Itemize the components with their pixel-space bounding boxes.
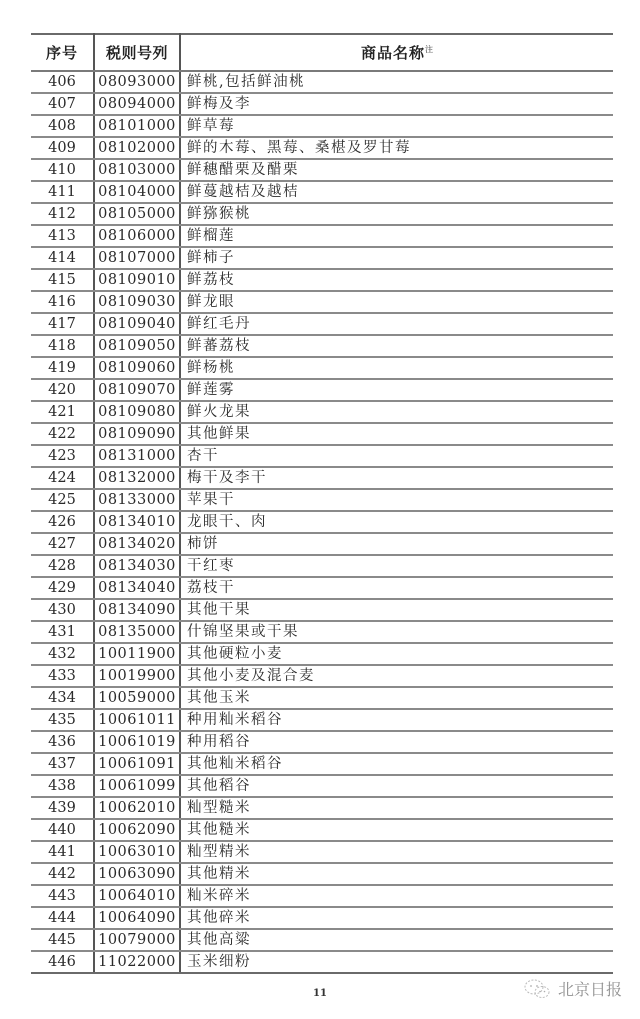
product-name-cell: 其他小麦及混合麦 — [180, 665, 613, 687]
table-row — [31, 687, 613, 709]
table-row — [31, 115, 613, 137]
seq-cell: 420 — [31, 379, 94, 401]
seq-cell: 412 — [31, 203, 94, 225]
product-name-cell: 柿饼 — [180, 533, 613, 555]
tariff-code-cell: 10019900 — [94, 665, 180, 687]
tariff-code-cell: 10061091 — [94, 753, 180, 775]
seq-cell: 445 — [31, 929, 94, 951]
tariff-code-cell: 10064010 — [94, 885, 180, 907]
watermark — [522, 977, 622, 1000]
tariff-code-cell: 10064090 — [94, 907, 180, 929]
header-name-label: 商品名称 — [360, 44, 425, 62]
header-seq: 序号 — [31, 34, 94, 71]
tariff-code-cell: 08106000 — [94, 225, 180, 247]
product-name-cell: 鲜红毛丹 — [180, 313, 613, 335]
table-row — [31, 313, 613, 335]
product-name-cell: 鲜猕猴桃 — [180, 203, 613, 225]
product-name-cell: 鲜蔓越桔及越桔 — [180, 181, 613, 203]
product-name-cell: 鲜龙眼 — [180, 291, 613, 313]
watermark-text: 北京日报 — [557, 980, 622, 999]
product-name-cell: 干红枣 — [180, 555, 613, 577]
tariff-code-cell: 08109010 — [94, 269, 180, 291]
seq-cell: 437 — [31, 753, 94, 775]
table-row — [31, 863, 613, 885]
seq-cell: 407 — [31, 93, 94, 115]
seq-cell: 428 — [31, 555, 94, 577]
header-code: 税则号列 — [94, 34, 180, 71]
seq-cell: 421 — [31, 401, 94, 423]
product-name-cell: 鲜莲雾 — [180, 379, 613, 401]
tariff-code-cell: 08105000 — [94, 203, 180, 225]
tariff-code-cell: 08135000 — [94, 621, 180, 643]
tariff-table — [31, 33, 613, 974]
tariff-code-cell: 08109050 — [94, 335, 180, 357]
tariff-code-cell: 08109070 — [94, 379, 180, 401]
table-row — [31, 533, 613, 555]
table-row — [31, 445, 613, 467]
seq-cell: 439 — [31, 797, 94, 819]
tariff-code-cell: 10061019 — [94, 731, 180, 753]
tariff-code-cell: 08134040 — [94, 577, 180, 599]
seq-cell: 443 — [31, 885, 94, 907]
product-name-cell: 籼型精米 — [180, 841, 613, 863]
seq-cell: 423 — [31, 445, 94, 467]
product-name-cell: 其他稻谷 — [180, 775, 613, 797]
product-name-cell: 鲜榴莲 — [180, 225, 613, 247]
tariff-code-cell: 08131000 — [94, 445, 180, 467]
seq-cell: 429 — [31, 577, 94, 599]
tariff-code-cell: 08134010 — [94, 511, 180, 533]
product-name-cell: 其他糙米 — [180, 819, 613, 841]
tariff-code-cell: 08109080 — [94, 401, 180, 423]
table-row — [31, 621, 613, 643]
table-row — [31, 577, 613, 599]
tariff-code-cell: 10062010 — [94, 797, 180, 819]
seq-cell: 426 — [31, 511, 94, 533]
product-name-cell: 龙眼干、肉 — [180, 511, 613, 533]
seq-cell: 438 — [31, 775, 94, 797]
table-row — [31, 665, 613, 687]
seq-cell: 442 — [31, 863, 94, 885]
product-name-cell: 其他干果 — [180, 599, 613, 621]
table-row — [31, 401, 613, 423]
table-header — [31, 34, 613, 71]
seq-cell: 434 — [31, 687, 94, 709]
tariff-code-cell: 10061099 — [94, 775, 180, 797]
seq-cell: 422 — [31, 423, 94, 445]
tariff-code-cell: 08094000 — [94, 93, 180, 115]
seq-cell: 416 — [31, 291, 94, 313]
table-row — [31, 709, 613, 731]
table-row — [31, 731, 613, 753]
seq-cell: 414 — [31, 247, 94, 269]
product-name-cell: 其他籼米稻谷 — [180, 753, 613, 775]
product-name-cell: 种用籼米稻谷 — [180, 709, 613, 731]
tariff-code-cell: 08109030 — [94, 291, 180, 313]
tariff-code-cell: 10063090 — [94, 863, 180, 885]
tariff-code-cell: 10079000 — [94, 929, 180, 951]
tariff-code-cell: 08093000 — [94, 71, 180, 93]
table-row — [31, 643, 613, 665]
product-name-cell: 鲜穗醋栗及醋栗 — [180, 159, 613, 181]
product-name-cell: 其他精米 — [180, 863, 613, 885]
product-name-cell: 其他碎米 — [180, 907, 613, 929]
tariff-code-cell: 08101000 — [94, 115, 180, 137]
tariff-code-cell: 08109060 — [94, 357, 180, 379]
product-name-cell: 鲜草莓 — [180, 115, 613, 137]
table-row — [31, 885, 613, 907]
table-row — [31, 907, 613, 929]
table-row — [31, 181, 613, 203]
product-name-cell: 鲜柿子 — [180, 247, 613, 269]
seq-cell: 444 — [31, 907, 94, 929]
product-name-cell: 种用稻谷 — [180, 731, 613, 753]
seq-cell: 435 — [31, 709, 94, 731]
tariff-code-cell: 10061011 — [94, 709, 180, 731]
product-name-cell: 什锦坚果或干果 — [180, 621, 613, 643]
seq-cell: 433 — [31, 665, 94, 687]
product-name-cell: 籼型糙米 — [180, 797, 613, 819]
seq-cell: 432 — [31, 643, 94, 665]
table-row — [31, 93, 613, 115]
seq-cell: 417 — [31, 313, 94, 335]
tariff-code-cell: 08109040 — [94, 313, 180, 335]
product-name-cell: 鲜荔枝 — [180, 269, 613, 291]
table-row — [31, 335, 613, 357]
table-row — [31, 423, 613, 445]
header-name-note: 注 — [425, 45, 433, 54]
table-row — [31, 797, 613, 819]
product-name-cell: 籼米碎米 — [180, 885, 613, 907]
seq-cell: 415 — [31, 269, 94, 291]
table-row — [31, 159, 613, 181]
product-name-cell: 荔枝干 — [180, 577, 613, 599]
product-name-cell: 玉米细粉 — [180, 951, 613, 973]
seq-cell: 441 — [31, 841, 94, 863]
tariff-code-cell: 08103000 — [94, 159, 180, 181]
table-row — [31, 269, 613, 291]
table-body — [31, 71, 613, 973]
table-row — [31, 225, 613, 247]
product-name-cell: 梅干及李干 — [180, 467, 613, 489]
seq-cell: 413 — [31, 225, 94, 247]
tariff-code-cell: 10062090 — [94, 819, 180, 841]
tariff-code-cell: 10063010 — [94, 841, 180, 863]
table-row — [31, 599, 613, 621]
product-name-cell: 其他高粱 — [180, 929, 613, 951]
seq-cell: 427 — [31, 533, 94, 555]
product-name-cell: 其他鲜果 — [180, 423, 613, 445]
tariff-code-cell: 08134090 — [94, 599, 180, 621]
seq-cell: 425 — [31, 489, 94, 511]
wechat-icon — [522, 978, 552, 1000]
product-name-cell: 其他玉米 — [180, 687, 613, 709]
table-row — [31, 137, 613, 159]
table-row — [31, 291, 613, 313]
seq-cell: 446 — [31, 951, 94, 973]
table-row — [31, 555, 613, 577]
tariff-code-cell: 08107000 — [94, 247, 180, 269]
table-row — [31, 951, 613, 973]
table-row — [31, 203, 613, 225]
seq-cell: 409 — [31, 137, 94, 159]
tariff-code-cell: 10059000 — [94, 687, 180, 709]
seq-cell: 430 — [31, 599, 94, 621]
product-name-cell: 鲜蕃荔枝 — [180, 335, 613, 357]
product-name-cell: 鲜杨桃 — [180, 357, 613, 379]
table-row — [31, 247, 613, 269]
product-name-cell: 鲜的木莓、黑莓、桑椹及罗甘莓 — [180, 137, 613, 159]
tariff-code-cell: 08109090 — [94, 423, 180, 445]
table-row — [31, 511, 613, 533]
tariff-code-cell: 10011900 — [94, 643, 180, 665]
table-row — [31, 841, 613, 863]
seq-cell: 408 — [31, 115, 94, 137]
table-row — [31, 753, 613, 775]
seq-cell: 424 — [31, 467, 94, 489]
seq-cell: 418 — [31, 335, 94, 357]
table-row — [31, 489, 613, 511]
table-row — [31, 929, 613, 951]
page-number: 11 — [313, 988, 327, 999]
table-row — [31, 819, 613, 841]
header-row — [31, 34, 613, 71]
tariff-code-cell: 08134030 — [94, 555, 180, 577]
tariff-code-cell: 08132000 — [94, 467, 180, 489]
table-row — [31, 379, 613, 401]
seq-cell: 411 — [31, 181, 94, 203]
product-name-cell: 苹果干 — [180, 489, 613, 511]
tariff-code-cell: 11022000 — [94, 951, 180, 973]
product-name-cell: 鲜火龙果 — [180, 401, 613, 423]
product-name-cell: 其他硬粒小麦 — [180, 643, 613, 665]
seq-cell: 410 — [31, 159, 94, 181]
seq-cell: 436 — [31, 731, 94, 753]
tariff-code-cell: 08104000 — [94, 181, 180, 203]
seq-cell: 406 — [31, 71, 94, 93]
seq-cell: 431 — [31, 621, 94, 643]
table-row — [31, 357, 613, 379]
tariff-code-cell: 08134020 — [94, 533, 180, 555]
table-row — [31, 775, 613, 797]
table-row — [31, 467, 613, 489]
product-name-cell: 鲜桃,包括鲜油桃 — [180, 71, 613, 93]
header-name — [180, 34, 613, 71]
seq-cell: 419 — [31, 357, 94, 379]
product-name-cell: 杏干 — [180, 445, 613, 467]
tariff-code-cell: 08133000 — [94, 489, 180, 511]
tariff-code-cell: 08102000 — [94, 137, 180, 159]
product-name-cell: 鲜梅及李 — [180, 93, 613, 115]
seq-cell: 440 — [31, 819, 94, 841]
table-row — [31, 71, 613, 93]
